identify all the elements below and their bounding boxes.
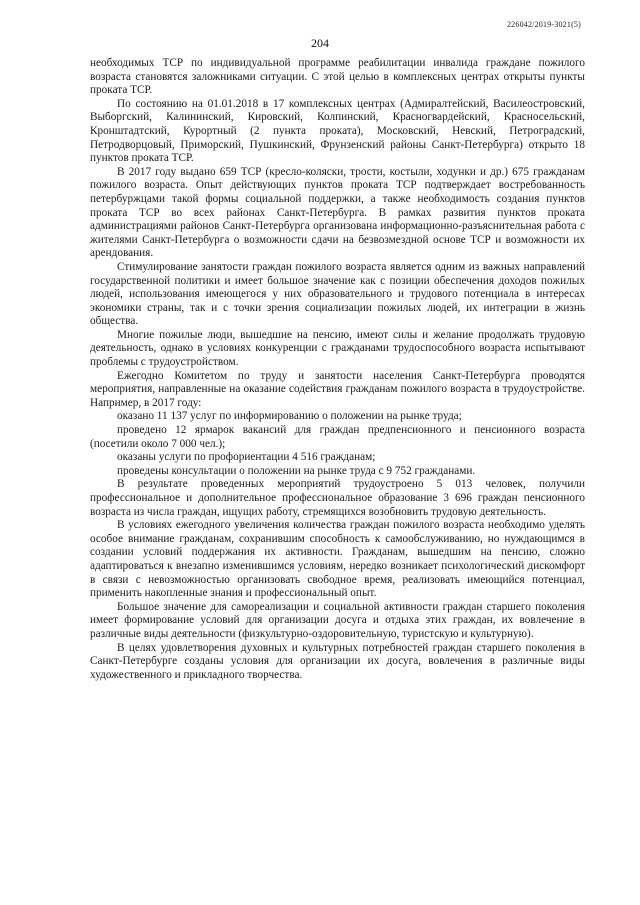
paragraph-cultural-needs: В целях удовлетворения духовных и культурных потребностей граждан старшего поколения в Санкт-Петербурге созданы условия для организации их досуга, вовлечения в различные виды художественного и прикладного творчества. (90, 641, 585, 681)
paragraph-continuation: необходимых ТСР по индивидуальной программе реабилитации инвалида граждане пожилого возраста становятся заложниками ситуации. С этой целью в комплексных центрах открыты пункты проката ТСР. (90, 57, 585, 97)
list-item-informing: оказано 11 137 услуг по информированию о положении на рынке труда; (117, 410, 462, 423)
paragraph-employment-stimulation: Стимулирование занятости граждан пожилого возраста является одним из важных направлений государственной политики и имеет большое значение как с позиции обеспечения доходов пожилых людей, использования имеющегося у них образовательного и трудового потенциала в интересах экономики страны, так и с точки зрения социализации пожилых людей, их интеграции в жизнь общества. (90, 260, 585, 328)
list-item-consultations: проведены консультации о положении на рынке труда с 9 752 гражданами. (117, 464, 476, 477)
paragraph-results: В результате проведенных мероприятий трудоустроено 5 013 человек, получили профессиональное и дополнительное профессиональное образование 3 696 граждан пенсионного возраста из числа граждан, ищущих работу, стремящихся возобновить трудовую деятельность. (90, 478, 585, 518)
paragraph-elderly-work: Многие пожилые люди, вышедшие на пенсию, имеют силы и желание продолжать трудовую деятельность, однако в условиях конкуренции с гражданами трудоспособного возраста испытывают проблемы с трудоустройством. (90, 328, 585, 369)
paragraph-self-realization: Большое значение для самореализации и социальной активности граждан старшего поколения имеет формирование условий для организации досуга и отдыха этих граждан, их вовлечение в различные виды деятельности (физкультурно-оздоровительную, туристскую и культурную). (90, 600, 585, 640)
paragraph-attention: В условиях ежегодного увеличения количества граждан пожилого возраста необходимо уделять особое внимание гражданам, сохранившим способность к самообслуживанию, но нуждающимся в создании условий поддержания их активности. Гражданам, вышедшим на пенсию, сложно адаптироваться к внезапно изменившимся условиям, нередко возникает психологический дискомфорт в связи с невозможностью организовать свободное время, реализовать имеющийся потенциал, применить накопленные знания и профессиональный опыт. (90, 519, 585, 600)
list-item-job-fairs: проведено 12 ярмарок вакансий для граждан предпенсионного и пенсионного возраста (посетили около 7 000 чел.); (90, 424, 585, 450)
paragraph-committee-measures: Ежегодно Комитетом по труду и занятости населения Санкт-Петербурга проводятся мероприятия, направленные на оказание содействия гражданам пожилого возраста в трудоустройстве. Например, в 2017 году: (90, 369, 585, 409)
body-text (90, 57, 585, 682)
paragraph-rental-points: По состоянию на 01.01.2018 в 17 комплексных центрах (Адмиралтейский, Василеостровский, Выборгский, Калининский, Кировский, Колпинский, Красногвардейский, Красносельский, Кронштадтский, Курортный (2 пункта проката), Московский, Невский, Петроградский, Петродворцовый, Приморский, Пушкинский, Фрунзенский районы Санкт-Петербурга) открыто 18 пунктов проката ТСР. (90, 97, 585, 165)
page-number: 204 (311, 36, 329, 50)
list-item-career-guidance: оказаны услуги по профориентации 4 516 гражданам; (117, 451, 376, 464)
document-id: 226042/2019-3021(5) (506, 20, 581, 29)
paragraph-2017-issued: В 2017 году выдано 659 ТСР (кресло-коляски, трости, костыли, ходунки и др.) 675 гражданам пожилого возраста. Опыт действующих пунктов проката ТСР подтверждает востребованность петербуржцами такой формы социальной поддержки, а также необходимость создания пунктов проката ТСР во всех районах Санкт-Петербурга. В рамках развития пунктов проката администрациями районов Санкт-Петербурга организована информационно-разъяснительная работа с жителями Санкт-Петербурга о возможности сдачи на безвозмездной основе ТСР и возможности их арендования. (90, 165, 585, 260)
